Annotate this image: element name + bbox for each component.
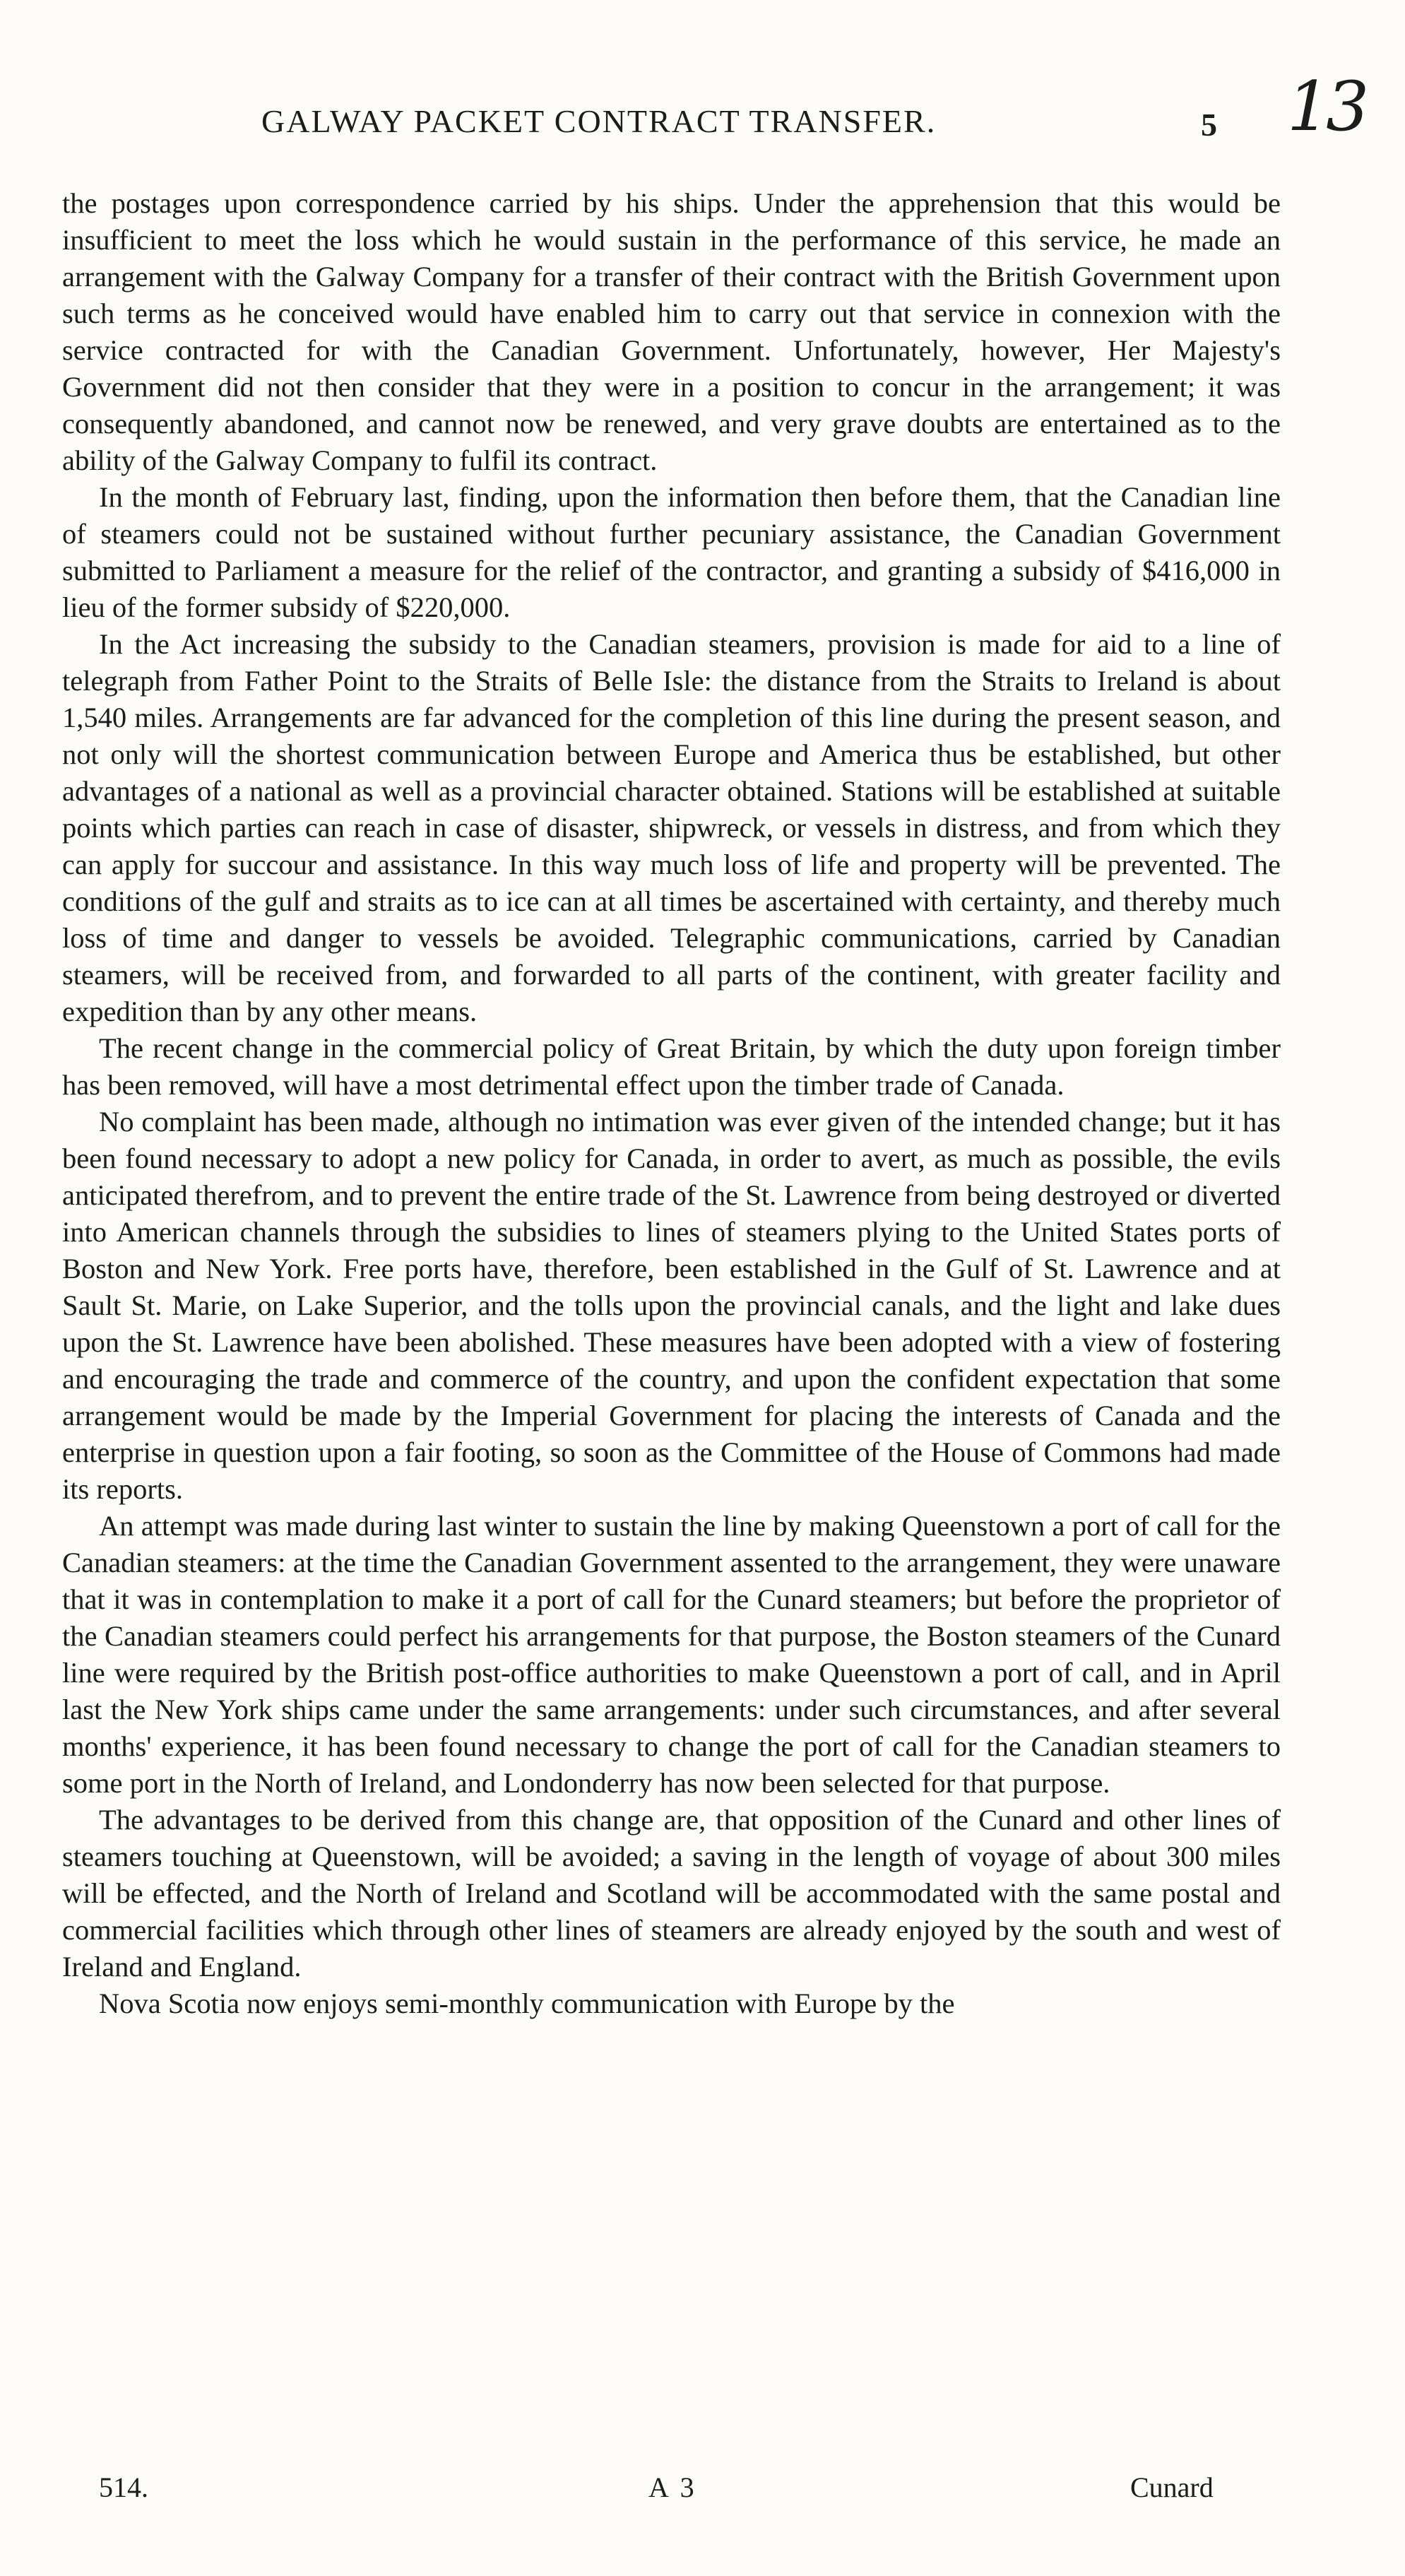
paragraph: The advantages to be derived from this change are, that opposition of the Cunard and other lines of steamers touching at Queenstown, will be avoided; a saving in the length of voyage of about 300 miles will be effected, and the North of Ireland and Scotland will be accommodated with the same postal and commercial facilities which through other lines of steamers are already enjoyed by the south and west of Ireland and England. <box>62 1804 1281 1983</box>
paragraph-continued: the postages upon correspondence carried by his ships. Under the apprehension that this would be insufficient to meet the loss which he would sustain in the performance of this service, he made an arrangement with the Galway Company for a transfer of their contract with the British Government upon such terms as he conceived would have enabled him to carry out that service in connexion with the service contracted for with the Canadian Government. Unfortunately, however, Her Majesty's Government did not then consider that they were in a position to concur in the arrangement; it was consequently abandoned, and cannot now be renewed, and very grave doubts are entertained as to the ability of the Galway Company to fulfil its contract. <box>62 187 1281 476</box>
paragraph: In the Act increasing the subsidy to the Canadian steamers, provision is made for aid to a line of telegraph from Father Point to the Straits of Belle Isle: the distance from the Straits to Ireland is about 1,540 miles. Arrangements are far advanced for the completion of this line during the present season, and not only will the shortest communication between Europe and America thus be established, but other advantages of a national as well as a provincial character obtained. Stations will be established at suitable points which parties can reach in case of disaster, shipwreck, or vessels in distress, and from which they can apply for succour and assistance. In this way much loss of life and property will be prevented. The conditions of the gulf and straits as to ice can at all times be ascertained with certainty, and thereby much loss of time and danger to vessels be avoided. Telegraphic communications, carried by Canadian steamers, will be received from, and forwarded to all parts of the continent, with greater facility and expedition than by any other means. <box>62 628 1281 1027</box>
body-text <box>62 185 1281 2022</box>
paragraph: The recent change in the commercial policy of Great Britain, by which the duty upon foreign timber has been removed, will have a most detrimental effect upon the timber trade of Canada. <box>62 1032 1281 1101</box>
paragraph: In the month of February last, finding, upon the information then before them, that the Canadian line of steamers could not be sustained without further pecuniary assistance, the Canadian Government submitted to Parliament a measure for the relief of the contractor, and granting a subsidy of $416,000 in lieu of the former subsidy of $220,000. <box>62 481 1281 623</box>
paragraph: An attempt was made during last winter to sustain the line by making Queenstown a port of call for the Canadian steamers: at the time the Canadian Government assented to the arrangement, they were unaware that it was in contemplation to make it a port of call for the Cunard steamers; but before the proprietor of the Canadian steamers could perfect his arrangements for that purpose, the Boston steamers of the Cunard line were required by the British post-office authorities to make Queenstown a port of call, and in April last the New York ships came under the same arrangements: under such circumstances, and after several months' experience, it has been found necessary to change the port of call for the Canadian steamers to some port in the North of Ireland, and Londonderry has now been selected for that purpose. <box>62 1510 1281 1799</box>
running-title: GALWAY PACKET CONTRACT TRANSFER. <box>261 103 937 139</box>
footer-document-number: 514. <box>99 2471 148 2503</box>
page-number: 5 <box>1201 107 1217 143</box>
paragraph: No complaint has been made, although no intimation was ever given of the intended change; but it has been found necessary to adopt a new policy for Canada, in order to avert, as much as possible, the evils anticipated therefrom, and to prevent the entire trade of the St. Lawrence from being destroyed or diverted into American channels through the subsidies to lines of steamers plying to the United States ports of Boston and New York. Free ports have, therefore, been established in the Gulf of St. Lawrence and at Sault St. Marie, on Lake Superior, and the tolls upon the provincial canals, and the light and lake dues upon the St. Lawrence have been abolished. These measures have been adopted with a view of fostering and encouraging the trade and commerce of the country, and upon the confident expectation that some arrangement would be made by the Imperial Government for placing the interests of Canada and the enterprise in question upon a fair footing, so soon as the Committee of the House of Commons had made its reports. <box>62 1106 1281 1505</box>
footer-catchword: Cunard <box>1130 2471 1214 2503</box>
footer-signature-mark: A 3 <box>648 2471 697 2503</box>
paragraph-continues: Nova Scotia now enjoys semi-monthly communication with Europe by the <box>99 1987 955 2019</box>
handwritten-folio-number: 13 <box>1287 67 1365 146</box>
